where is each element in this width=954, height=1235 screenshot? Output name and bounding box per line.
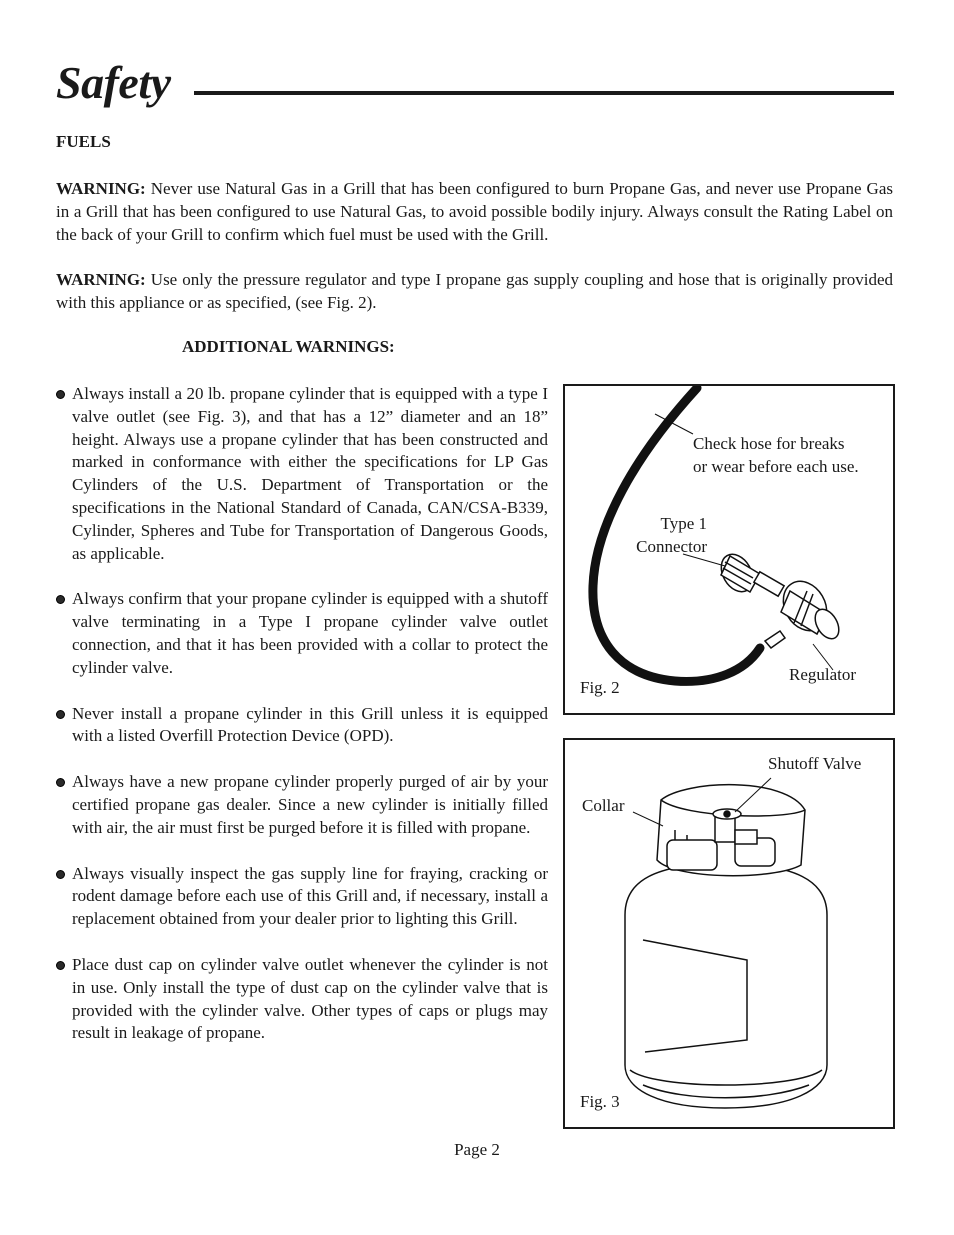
hose-check-note-line: Check hose for breaks <box>693 434 845 453</box>
additional-warnings-heading: ADDITIONAL WARNINGS: <box>182 337 395 356</box>
bullet-icon <box>56 961 65 970</box>
collar-label: Collar <box>582 796 625 815</box>
additional-warnings-list <box>56 383 548 1068</box>
list-item <box>56 588 548 679</box>
list-item <box>56 771 548 839</box>
list-item-text: Place dust cap on cylinder valve outlet whenever the cylinder is not in use. Only install the type of dust cap on the cylinder valve that is provided with the cylinder valve. Other types of caps or plugs may result in leakage of propane. <box>72 954 548 1043</box>
connector-label-line: Connector <box>636 537 707 556</box>
list-item-text: Never install a propane cylinder in this Grill unless it is equipped with a listed Overfill Protection Device (OPD). <box>72 703 548 746</box>
fuels-heading: FUELS <box>56 132 111 151</box>
warning-label: WARNING: <box>56 270 146 289</box>
regulator-label: Regulator <box>789 665 857 684</box>
warning-label: WARNING: <box>56 179 146 198</box>
bullet-icon <box>56 390 65 399</box>
list-item <box>56 703 548 749</box>
bullet-icon <box>56 870 65 879</box>
warning-text: Never use Natural Gas in a Grill that has been configured to burn Propane Gas, and never use Propane Gas in a Grill that has been configured to use Natural Gas, to avoid possible bodily injury. Always consult the Rating Label on the back of your Grill to confirm which fuel must be used with the Grill. <box>56 179 893 244</box>
title-rule <box>194 91 894 95</box>
list-item-text: Always visually inspect the gas supply line for fraying, cracking or rodent damage before each use of this Grill and, if necessary, install a replacement obtained from your dealer prior to lighting this Grill. <box>72 863 548 929</box>
bullet-icon <box>56 595 65 604</box>
figure-hose-regulator <box>563 384 895 715</box>
list-item-text: Always have a new propane cylinder properly purged of air by your certified propane gas dealer. Since a new cylinder is initially filled with air, the air must first be purged before it is filled with propane. <box>72 772 548 837</box>
shutoff-valve-label: Shutoff Valve <box>768 754 862 773</box>
bullet-icon <box>56 710 65 719</box>
list-item <box>56 863 548 931</box>
figure-caption: Fig. 3 <box>580 1092 620 1111</box>
connector-label <box>623 512 707 558</box>
warning-text: Use only the pressure regulator and type I propane gas supply coupling and hose that is originally provided with this appliance or as specified, (see Fig. 2). <box>56 270 893 312</box>
hose-check-note <box>693 432 859 478</box>
hose-check-note-line: or wear before each use. <box>693 457 859 476</box>
page-number: Page 2 <box>454 1140 500 1159</box>
figure-propane-cylinder <box>563 738 895 1129</box>
list-item-text: Always install a 20 lb. propane cylinder that is equipped with a type I valve outlet (see Fig. 3), and that has a 12” diameter and an 18” height. Always use a propane cylinder that has been constructed and marked in conformance with either the specifications for LP Gas Cylinders of the U.S. Department of Transportation or the specifications in the National Standard of Canada, CAN/CSA-B339, Cylinder, Spheres and Tube for Transportation of Dangerous Goods, as applicable. <box>72 384 548 563</box>
warning-regulator <box>56 268 893 314</box>
page-title: Safety <box>56 57 171 108</box>
warning-natural-gas <box>56 177 893 246</box>
list-item <box>56 383 548 565</box>
figure-caption: Fig. 2 <box>580 678 620 697</box>
connector-label-line: Type 1 <box>660 514 707 533</box>
bullet-icon <box>56 778 65 787</box>
list-item <box>56 954 548 1045</box>
list-item-text: Always confirm that your propane cylinder is equipped with a shutoff valve terminating in a Type I propane cylinder valve outlet connection, and that it has been provided with a collar to protect the cylinder valve. <box>72 589 548 677</box>
